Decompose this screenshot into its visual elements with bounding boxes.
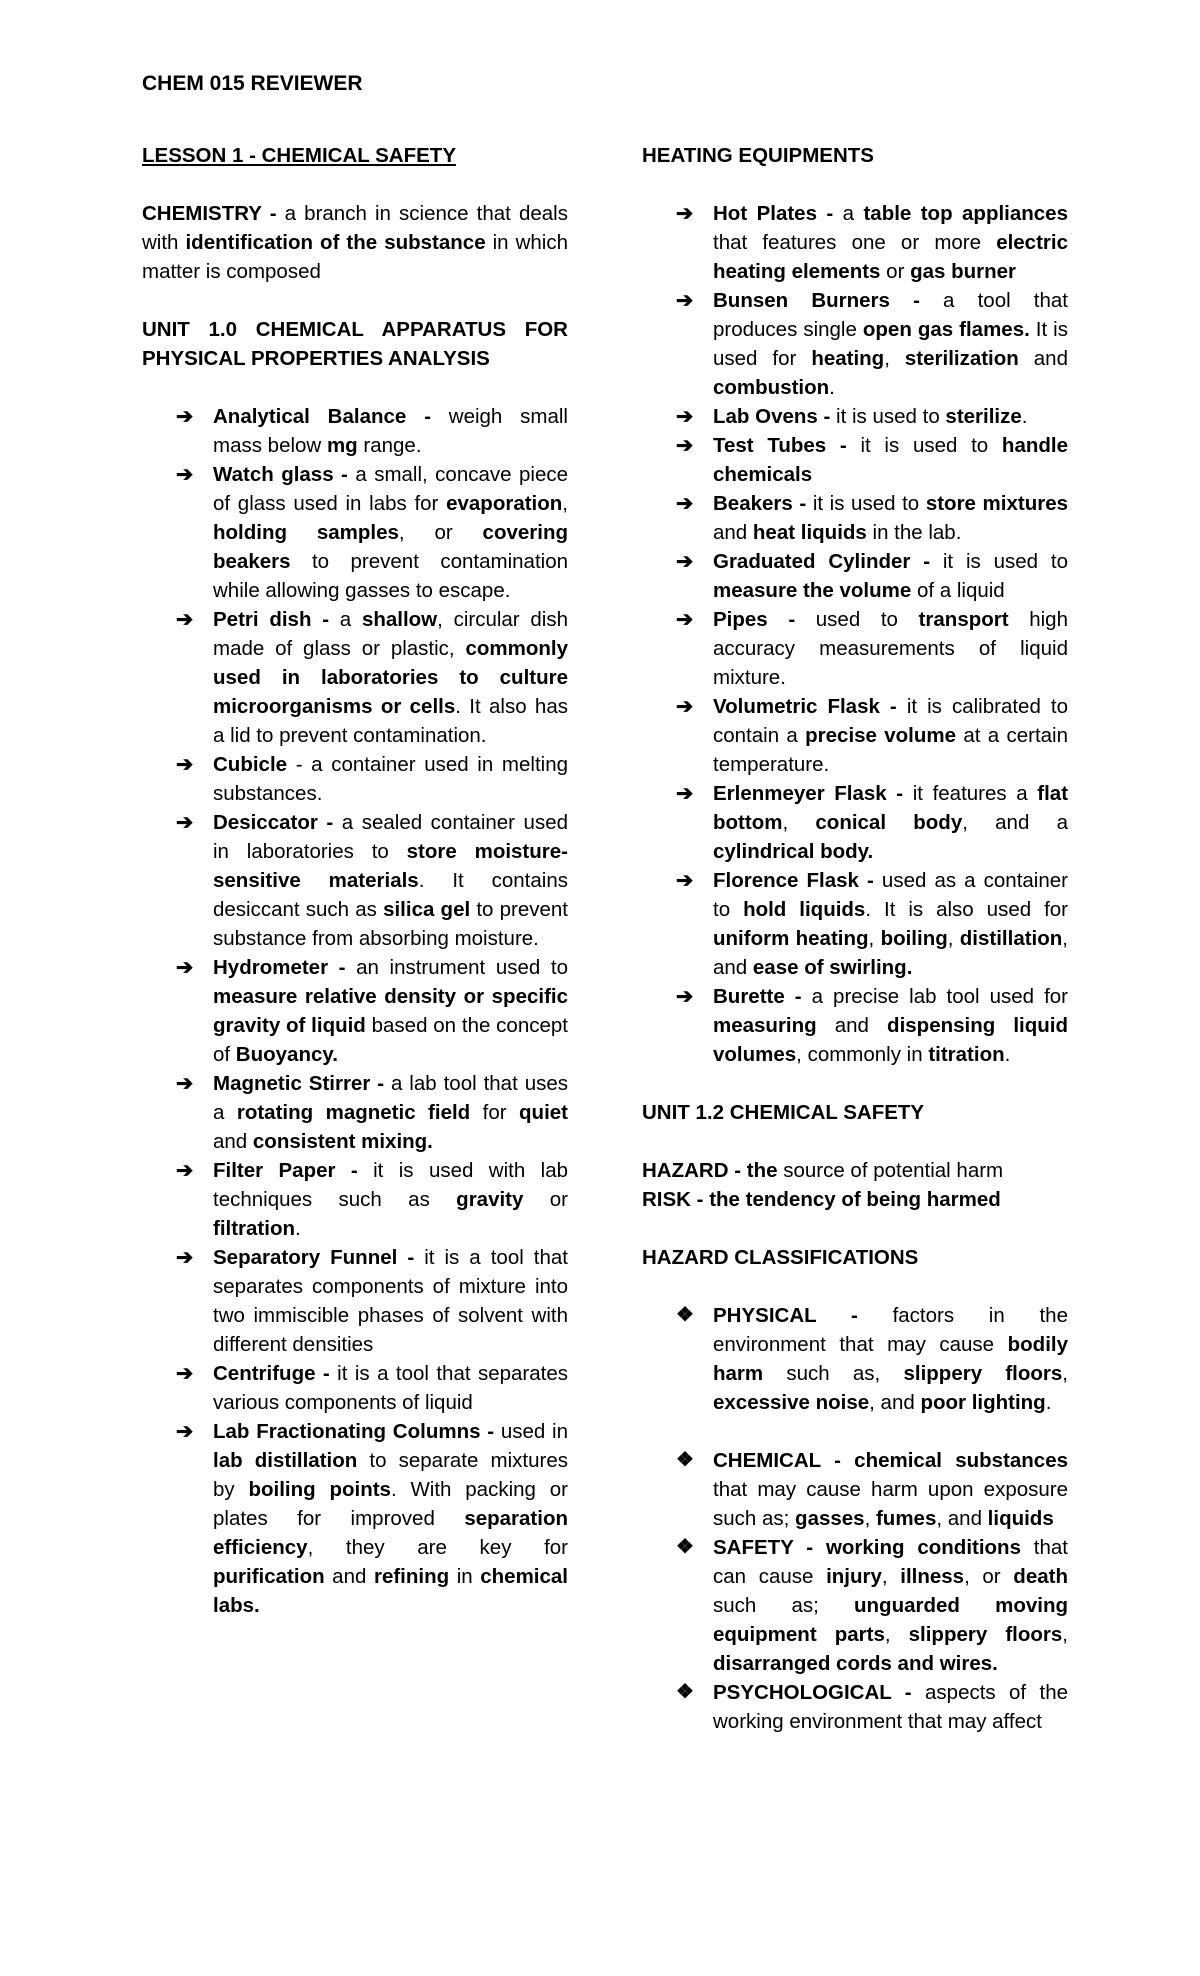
text-run: , circular dish made of glass or plastic, (213, 608, 568, 660)
text-run: excessive noise (713, 1391, 870, 1414)
text-run: , (562, 492, 568, 515)
text-run: and (713, 521, 753, 544)
text-run: flat bottom (713, 782, 1069, 834)
text-run: RISK - the tendency of being harmed (642, 1188, 1001, 1211)
text-run: a tool that produces single (713, 289, 1068, 341)
arrow-bullet-icon: ➔ (176, 1420, 194, 1443)
text-run: it is used to (836, 405, 946, 428)
text-run: it is used with lab techniques such as (213, 1159, 568, 1211)
text-run: a (842, 202, 864, 225)
text-run: bodily harm (713, 1333, 1068, 1385)
text-run: boiling (880, 927, 948, 950)
arrow-bullet-icon: ➔ (176, 1072, 194, 1095)
text-run: illness (900, 1565, 965, 1588)
text-run: Centrifuge - (213, 1362, 338, 1385)
text-run: consistent mixing. (252, 1130, 433, 1153)
text-run: combustion (713, 376, 830, 399)
text-run: heating (811, 347, 885, 370)
text-run: Florence Flask - (713, 869, 882, 892)
text-run: identification of the substance (185, 231, 486, 254)
text-run: Desiccator - (213, 811, 342, 834)
text-run: sterilize (945, 405, 1022, 428)
diamond-bullet-icon: ❖ (676, 1681, 694, 1703)
text-run: high accuracy measurements of liquid mixture. (713, 608, 1068, 689)
text-run: injury (826, 1565, 882, 1588)
text-run: , (868, 927, 881, 950)
unit-title-safety: UNIT 1.2 CHEMICAL SAFETY (642, 1101, 925, 1124)
text-run: aspects of the working environment that may affect (713, 1681, 1068, 1733)
hazard-definition (642, 1156, 1068, 1185)
arrow-bullet-icon: ➔ (176, 811, 194, 834)
text-run: ease of swirling. (752, 956, 913, 979)
arrow-bullet-icon: ➔ (176, 1159, 194, 1182)
text-run: , and a (962, 811, 1068, 834)
text-run: lab distillation (213, 1449, 358, 1472)
text-run: , and (869, 1391, 921, 1414)
arrow-bullet-icon: ➔ (176, 956, 194, 979)
text-run: Separatory Funnel - (213, 1246, 425, 1269)
physical-hazard-list (642, 1301, 1068, 1417)
document-title: CHEM 015 REVIEWER (142, 72, 363, 95)
text-run: , or (398, 521, 483, 544)
apparatus-item (142, 953, 568, 1069)
text-run: Lab Ovens - (713, 405, 837, 428)
apparatus-item (142, 605, 568, 750)
text-run: - a container used in melting substances. (213, 753, 568, 805)
text-run: . It is also used for (865, 898, 1069, 921)
text-run: Filter Paper - (213, 1159, 374, 1182)
text-run: of a liquid (911, 579, 1005, 602)
text-run: that features one or more (713, 231, 997, 254)
text-run: , commonly in (796, 1043, 929, 1066)
text-run: factors in the environment that may cause (713, 1304, 1068, 1356)
text-run: and (1018, 347, 1068, 370)
text-run: Erlenmeyer Flask - (713, 782, 913, 805)
arrow-bullet-icon: ➔ (676, 695, 694, 718)
text-run: it is a tool that separates components of mixture into two immiscible phases of solvent with different densities (213, 1246, 568, 1356)
text-run: refining (373, 1565, 450, 1588)
text-run: Magnetic Stirrer - (213, 1072, 391, 1095)
text-run: Bunsen Burners - (713, 289, 944, 312)
heating-item (642, 779, 1068, 866)
text-run: , and (713, 927, 1068, 979)
text-run: CHEMICAL - chemical substances (713, 1449, 1068, 1472)
text-run: PSYCHOLOGICAL - (713, 1681, 926, 1704)
text-run: . With packing or plates for improved (213, 1478, 568, 1530)
apparatus-item (142, 460, 568, 605)
arrow-bullet-icon: ➔ (676, 434, 694, 457)
text-run: used in (500, 1420, 568, 1443)
text-run: used as a container to (713, 869, 1068, 921)
text-run: disarranged cords and wires. (713, 1652, 998, 1675)
text-run: gas burner (910, 260, 1017, 283)
hazard-class-item (642, 1446, 1068, 1533)
text-run: Hot Plates - (713, 202, 843, 225)
text-run: , (881, 1565, 901, 1588)
text-run: and (816, 1014, 888, 1037)
text-run: Petri dish - (213, 608, 340, 631)
text-run: it is used to (942, 550, 1068, 573)
text-run: it features a (912, 782, 1038, 805)
hazard-class-list (642, 1446, 1068, 1736)
text-run: boiling points (248, 1478, 391, 1501)
text-run: dispensing liquid volumes (713, 1014, 1068, 1066)
text-run: chemical labs. (213, 1565, 568, 1617)
text-run: Graduated Cylinder - (713, 550, 943, 573)
arrow-bullet-icon: ➔ (176, 1246, 194, 1269)
text-run: . It contains desiccant such as (213, 869, 568, 921)
arrow-bullet-icon: ➔ (676, 289, 694, 312)
text-run: Burette - (713, 985, 812, 1008)
text-run: gravity (456, 1188, 524, 1211)
text-run: , (1062, 1623, 1068, 1646)
apparatus-item (142, 1243, 568, 1359)
apparatus-item (142, 750, 568, 808)
text-run: PHYSICAL - (713, 1304, 893, 1327)
text-run: Pipes - (713, 608, 816, 631)
text-run: such as; (713, 1594, 855, 1617)
text-run: to prevent substance from absorbing moisture. (213, 898, 568, 950)
text-run: in the lab. (866, 521, 962, 544)
text-run: shallow (361, 608, 438, 631)
text-run: a small, concave piece of glass used in labs for (213, 463, 568, 515)
text-run: measure relative density or specific gravity of liquid (213, 985, 568, 1037)
text-run: , (947, 927, 960, 950)
right-column (642, 141, 1068, 1736)
text-run: silica gel (383, 898, 471, 921)
text-run: quiet (519, 1101, 568, 1124)
text-run: store mixtures (925, 492, 1068, 515)
heating-item (642, 692, 1068, 779)
text-run: , (884, 1623, 909, 1646)
text-run: an instrument used to (356, 956, 568, 979)
text-run: and (324, 1565, 374, 1588)
text-run: a (339, 608, 362, 631)
text-run: measure the volume (713, 579, 912, 602)
text-run: Beakers - (713, 492, 813, 515)
text-run: or (880, 260, 911, 283)
arrow-bullet-icon: ➔ (176, 608, 194, 631)
text-run: open gas flames. (862, 318, 1030, 341)
apparatus-item (142, 1156, 568, 1243)
text-run: heat liquids (752, 521, 867, 544)
arrow-bullet-icon: ➔ (676, 985, 694, 1008)
text-run: covering beakers (213, 521, 568, 573)
text-run: . (1021, 405, 1028, 428)
text-run: measuring (713, 1014, 817, 1037)
text-run: . (829, 376, 835, 399)
hazard-class-item (642, 1678, 1068, 1736)
heating-item (642, 489, 1068, 547)
text-run: a sealed container used in laboratories to (213, 811, 568, 863)
text-run: a precise lab tool used for (811, 985, 1069, 1008)
arrow-bullet-icon: ➔ (176, 405, 194, 428)
hazard-classifications-title: HAZARD CLASSIFICATIONS (642, 1246, 919, 1269)
apparatus-item (142, 402, 568, 460)
text-run: poor lighting (920, 1391, 1046, 1414)
text-run: that may cause harm upon exposure such as; (713, 1478, 1068, 1530)
arrow-bullet-icon: ➔ (676, 492, 694, 515)
text-run: to prevent contamination while allowing gasses to escape. (213, 550, 568, 602)
text-run: , or (964, 1565, 1014, 1588)
text-run: a branch in science that deals with (142, 202, 568, 254)
text-run: death (1013, 1565, 1068, 1588)
left-column (142, 141, 568, 1620)
text-run: to separate mixtures by (213, 1449, 568, 1501)
text-run: a lab tool that uses a (213, 1072, 568, 1124)
text-run: table top appliances (863, 202, 1068, 225)
text-run: fumes (875, 1507, 937, 1530)
text-run: , (864, 1507, 876, 1530)
text-run: that can cause (713, 1536, 1068, 1588)
heating-item (642, 605, 1068, 692)
text-run: , (884, 347, 905, 370)
heating-equipments-title: HEATING EQUIPMENTS (642, 144, 874, 167)
text-run: in which matter is composed (142, 231, 568, 283)
text-run: SAFETY - working conditions (713, 1536, 1021, 1559)
text-run: electric heating elements (713, 231, 1068, 283)
chemistry-definition (142, 199, 568, 286)
arrow-bullet-icon: ➔ (676, 405, 694, 428)
text-run: . (1045, 1391, 1052, 1414)
text-run: separation efficiency (213, 1507, 568, 1559)
heating-item (642, 547, 1068, 605)
text-run: . (1004, 1043, 1011, 1066)
text-run: based on the concept of (213, 1014, 568, 1066)
text-run: hold liquids (743, 898, 866, 921)
text-run: titration (928, 1043, 1005, 1066)
arrow-bullet-icon: ➔ (176, 463, 194, 486)
text-run: precise volume (805, 724, 957, 747)
text-run: conical body (815, 811, 963, 834)
arrow-bullet-icon: ➔ (676, 782, 694, 805)
lesson-title: LESSON 1 - CHEMICAL SAFETY (142, 144, 456, 167)
text-run: unguarded moving equipment parts (713, 1594, 1068, 1646)
text-run: gasses (795, 1507, 865, 1530)
text-run: it is used to (860, 434, 1002, 457)
text-run: HAZARD - the (642, 1159, 778, 1182)
text-run: , (782, 811, 816, 834)
text-run: uniform heating (713, 927, 869, 950)
heating-item (642, 431, 1068, 489)
apparatus-item (142, 1417, 568, 1620)
text-run: transport (918, 608, 1009, 631)
text-run: handle chemicals (713, 434, 1068, 486)
text-run: weigh small mass below (213, 405, 568, 457)
text-run: , and (936, 1507, 988, 1530)
text-run: it is a tool that separates various components of liquid (213, 1362, 568, 1414)
text-run: distillation (959, 927, 1063, 950)
text-run: used to (815, 608, 919, 631)
text-run: and (213, 1130, 253, 1153)
arrow-bullet-icon: ➔ (676, 202, 694, 225)
arrow-bullet-icon: ➔ (676, 550, 694, 573)
text-run: it is calibrated to contain a (713, 695, 1068, 747)
text-run: Buoyancy. (235, 1043, 338, 1066)
text-run: or (523, 1188, 568, 1211)
heating-list (642, 199, 1068, 1069)
text-run: , (1062, 1362, 1068, 1385)
text-run: slippery floors (903, 1362, 1063, 1385)
text-run: purification (213, 1565, 325, 1588)
arrow-bullet-icon: ➔ (676, 608, 694, 631)
arrow-bullet-icon: ➔ (176, 753, 194, 776)
unit-title: UNIT 1.0 CHEMICAL APPARATUS FOR PHYSICAL PROPERTIES ANALYSIS (142, 318, 568, 370)
text-run: . It also has a lid to prevent contamination. (213, 695, 568, 747)
apparatus-list (142, 402, 568, 1620)
diamond-bullet-icon: ❖ (676, 1449, 694, 1471)
risk-definition (642, 1185, 1068, 1214)
apparatus-item (142, 1069, 568, 1156)
text-run: source of potential harm (777, 1159, 1004, 1182)
heating-item (642, 286, 1068, 402)
text-run: at a certain temperature. (713, 724, 1068, 776)
text-run: Analytical Balance - (213, 405, 449, 428)
text-run: store moisture-sensitive materials (213, 840, 568, 892)
text-run: range. (357, 434, 422, 457)
text-run: mg (326, 434, 358, 457)
text-run: rotating magnetic field (236, 1101, 471, 1124)
apparatus-item (142, 1359, 568, 1417)
text-run: commonly used in laboratories to culture microorganisms or cells (213, 637, 568, 718)
text-run: Test Tubes - (713, 434, 861, 457)
text-run: Cubicle (213, 753, 288, 776)
apparatus-item (142, 808, 568, 953)
text-run: Lab Fractionating Columns - (213, 1420, 501, 1443)
arrow-bullet-icon: ➔ (676, 869, 694, 892)
hazard-class-item (642, 1533, 1068, 1678)
text-run: Volumetric Flask - (713, 695, 907, 718)
text-run: it is used to (812, 492, 926, 515)
text-run: for (470, 1101, 520, 1124)
diamond-bullet-icon: ❖ (676, 1536, 694, 1558)
text-run: in (449, 1565, 481, 1588)
text-run: liquids (987, 1507, 1054, 1530)
text-run: . (295, 1217, 301, 1240)
text-run: such as, (763, 1362, 904, 1385)
heating-item (642, 866, 1068, 982)
heating-item (642, 982, 1068, 1069)
text-run: It is used for (713, 318, 1068, 370)
text-run: Hydrometer - (213, 956, 357, 979)
diamond-bullet-icon: ❖ (676, 1304, 694, 1326)
text-run: , they are key for (307, 1536, 568, 1559)
heating-item (642, 402, 1068, 431)
text-run: slippery floors (908, 1623, 1063, 1646)
text-run: sterilization (904, 347, 1019, 370)
text-run: Watch glass - (213, 463, 356, 486)
text-run: holding samples (213, 521, 399, 544)
text-run: cylindrical body. (713, 840, 874, 863)
text-run: CHEMISTRY - (142, 202, 285, 225)
text-run: filtration (213, 1217, 295, 1240)
hazard-class-item (642, 1301, 1068, 1417)
arrow-bullet-icon: ➔ (176, 1362, 194, 1385)
text-run: evaporation (446, 492, 563, 515)
heating-item (642, 199, 1068, 286)
